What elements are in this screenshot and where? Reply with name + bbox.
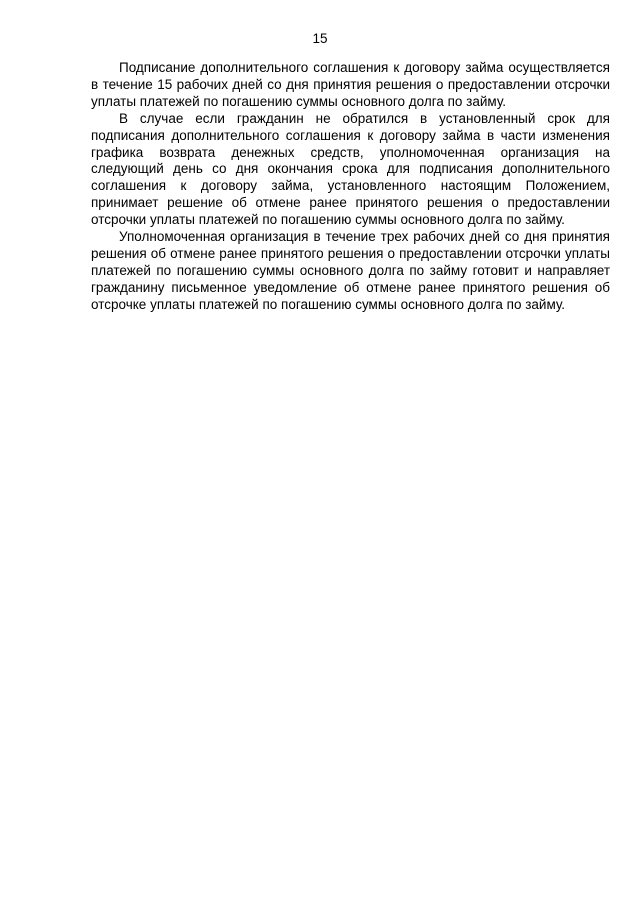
page-number: 15 <box>312 31 328 46</box>
paragraph-signing-term: Подписание дополнительного соглашения к договору займа осуществляется в течение 15 рабочих дней со дня принятия решения о предоставлении отсрочки уплаты платежей по погашению суммы основного долга по займу. <box>91 60 610 109</box>
paragraph-notification: Уполномоченная организация в течение трех рабочих дней со дня принятия решения об отмене ранее принятого решения о предоставлении отсрочки уплаты платежей по погашению суммы основного долга по займу готовит и направляет гражданину письменное уведомление об отмене ранее принятого решения об отсрочке уплаты платежей по погашению суммы основного долга по займу. <box>91 229 610 312</box>
paragraph-cancellation-decision: В случае если гражданин не обратился в установленный срок для подписания дополнительного соглашения к договору займа в части изменения графика возврата денежных средств, уполномоченная организация на следующий день со дня окончания срока для подписания дополнительного соглашения к договору займа, установленного настоящим Положением, принимает решение об отмене ранее принятого решения о предоставлении отсрочки уплаты платежей по погашению суммы основного долга по займу. <box>91 110 610 228</box>
document-body <box>91 60 610 314</box>
